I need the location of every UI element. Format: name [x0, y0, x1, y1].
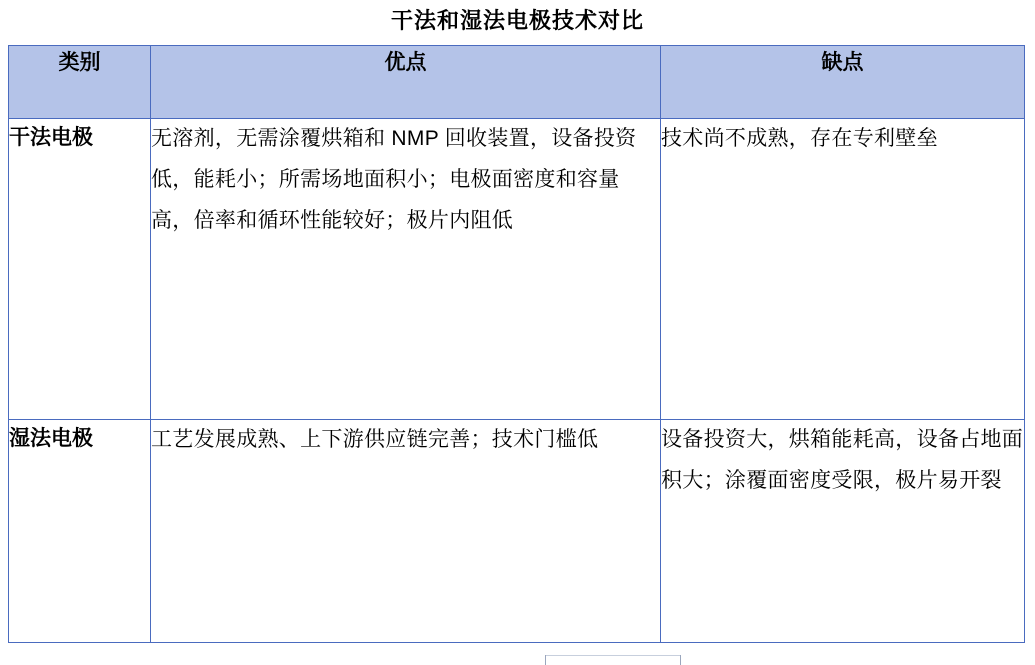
- column-header-pros: 优点: [151, 46, 661, 119]
- cell-pros-wet: 工艺发展成熟、上下游供应链完善；技术门槛低: [151, 420, 661, 643]
- column-header-cons: 缺点: [661, 46, 1025, 119]
- cell-category-wet: 湿法电极: [9, 420, 151, 643]
- page-footer-marker: [0, 655, 1035, 665]
- cell-pros-dry: 无溶剂，无需涂覆烘箱和 NMP 回收装置，设备投资低，能耗小；所需场地面积小；电极面密度和容量高，倍率和循环性能较好；极片内阻低: [151, 119, 661, 420]
- column-header-category: 类别: [9, 46, 151, 119]
- footer-tick-left: [545, 655, 546, 665]
- comparison-table: [8, 45, 1025, 643]
- page-title: 干法和湿法电极技术对比: [390, 8, 644, 33]
- cell-cons-dry: 技术尚不成熟，存在专利壁垒: [661, 119, 1025, 420]
- cell-category-dry: 干法电极: [9, 119, 151, 420]
- table-header: [9, 46, 1025, 119]
- table-row: [9, 420, 1025, 643]
- footer-tick-right: [680, 655, 681, 665]
- table-header-row: [9, 46, 1025, 119]
- table-body: [9, 119, 1025, 643]
- table-row: [9, 119, 1025, 420]
- footer-divider: [545, 655, 681, 656]
- cell-cons-wet: 设备投资大，烘箱能耗高，设备占地面积大；涂覆面密度受限，极片易开裂: [661, 420, 1025, 643]
